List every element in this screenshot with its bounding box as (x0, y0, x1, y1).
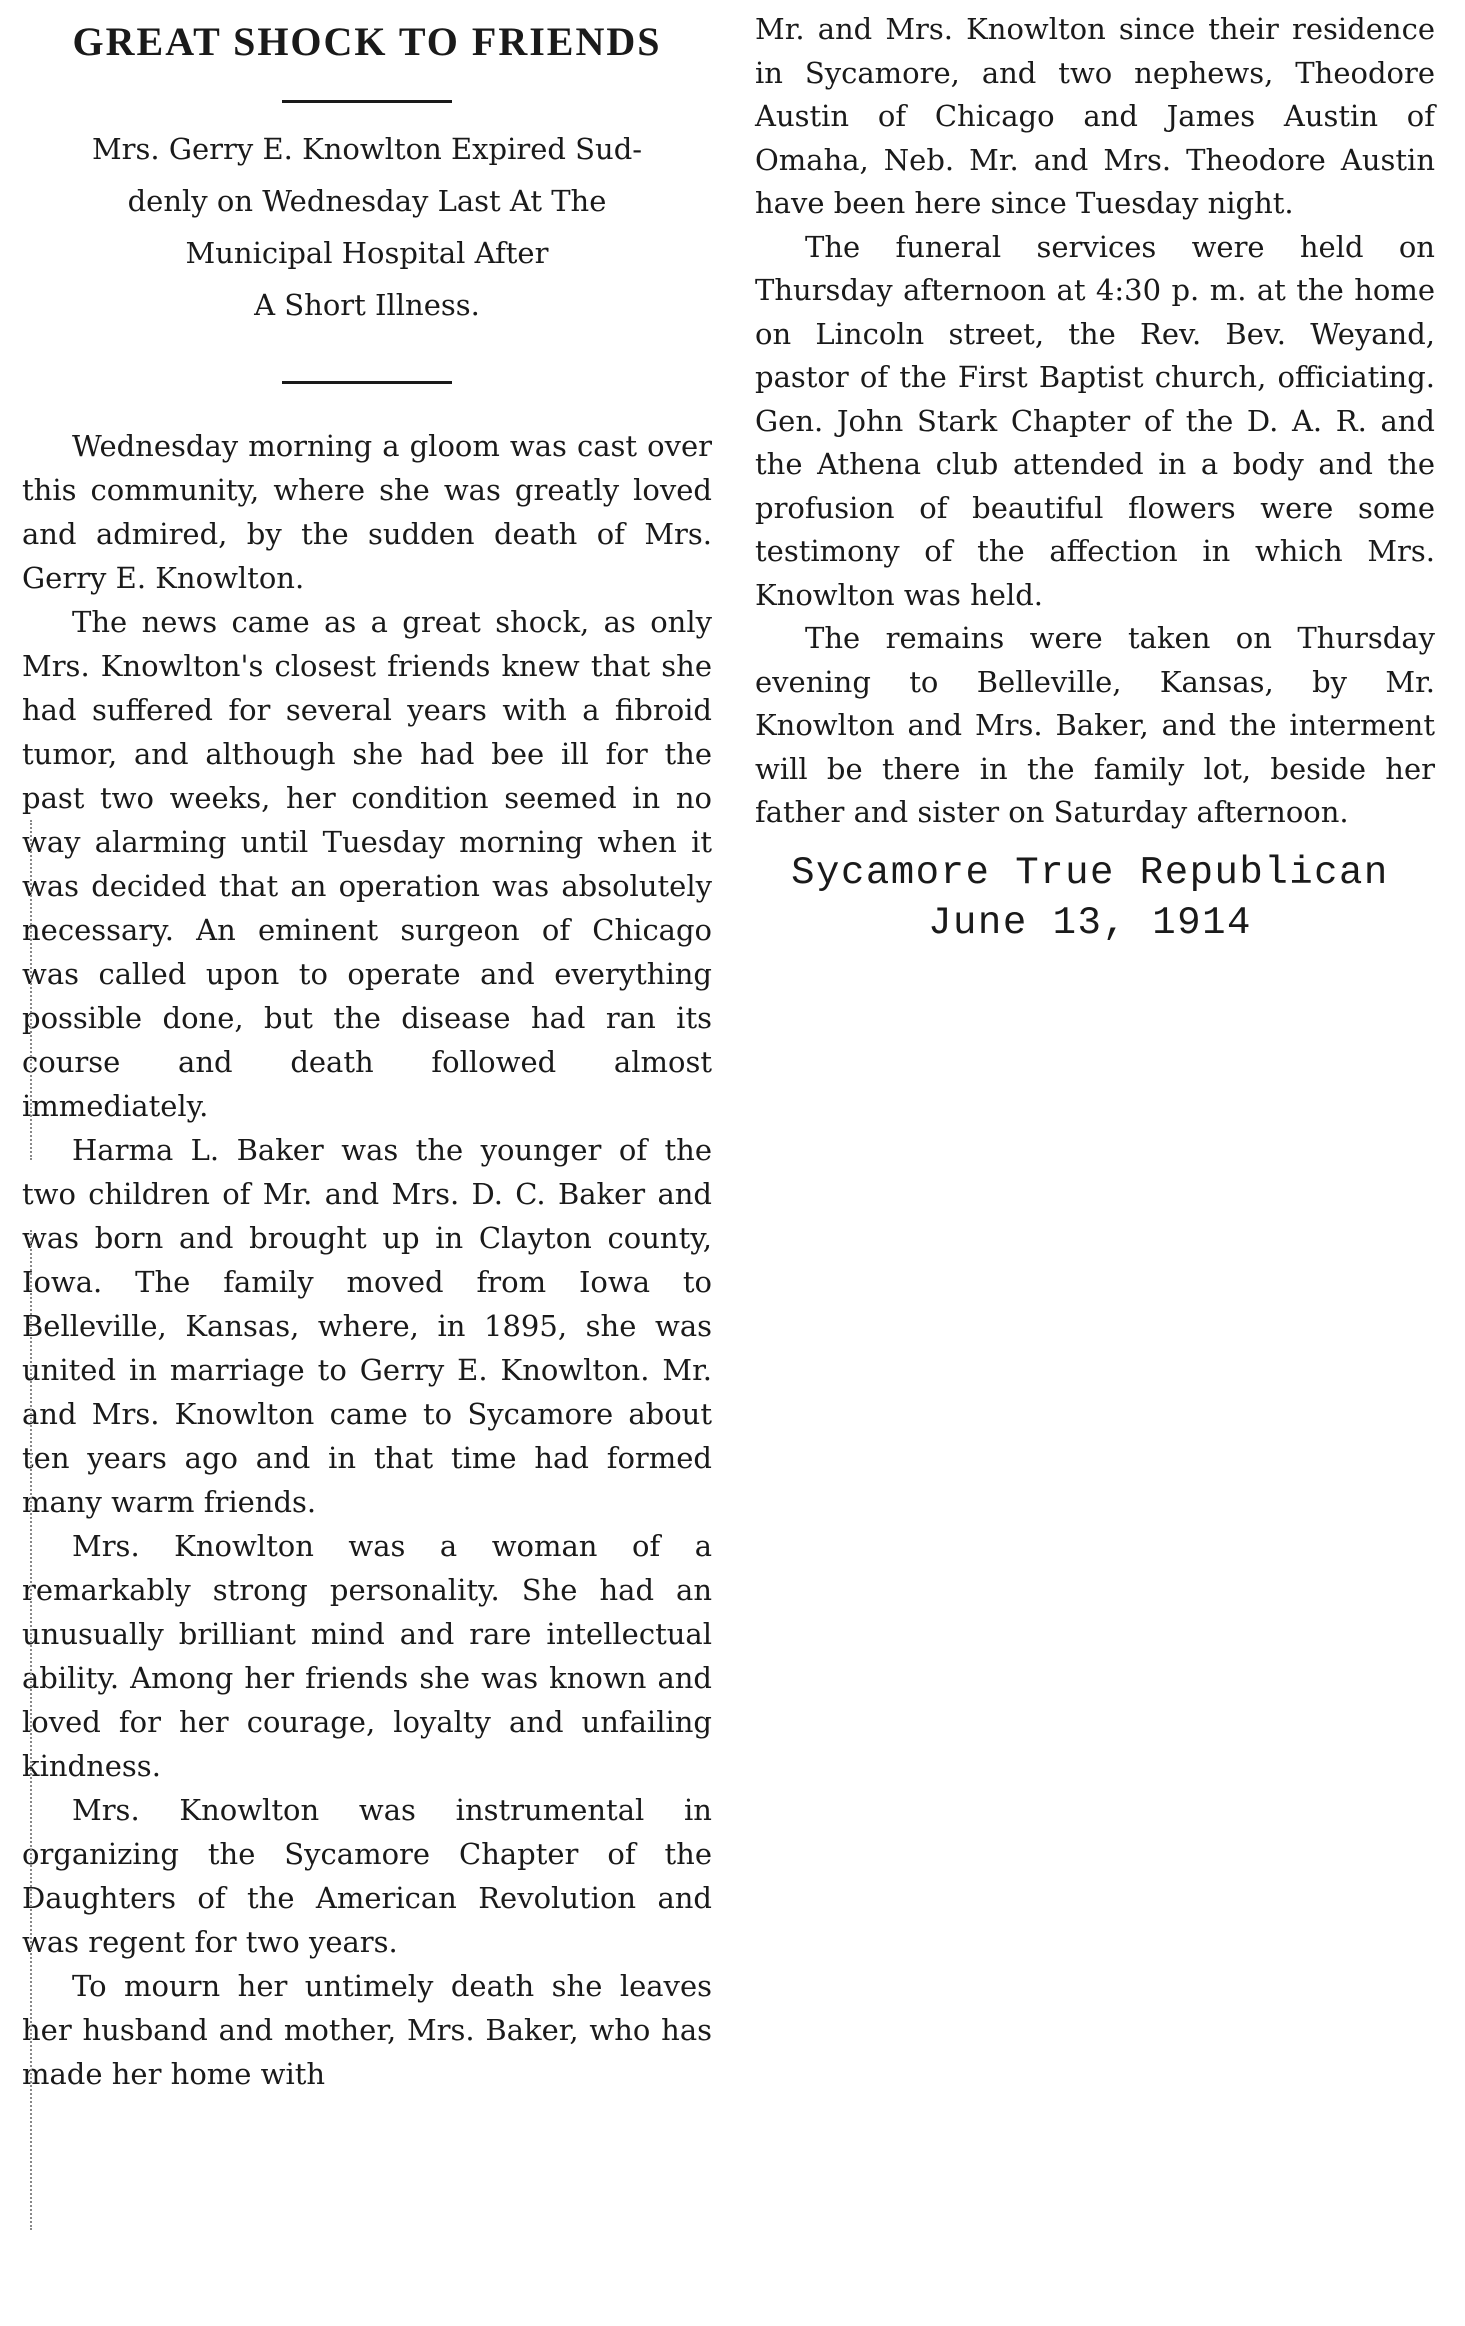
publication-date: June 13, 1914 (928, 901, 1252, 946)
paragraph: Mrs. Knowlton was instrumental in organizing the Sycamore Chapter of the Daughters of the American Revolution and was regent for two years. (22, 1793, 712, 1959)
clipping-edge-mark (30, 1230, 32, 2230)
paragraph: Mr. and Mrs. Knowlton since their residence in Sycamore, and two nephews, Theodore Austin of Chicago and James Austin of Omaha, Neb. Mr. and Mrs. Theodore Austin have been here since Tuesday night. (755, 12, 1435, 220)
article-right-column (755, 0, 1435, 946)
article-body-left (22, 424, 712, 2096)
source-citation (710, 851, 1465, 947)
article-left-column (22, 0, 712, 2096)
subhead-line: denly on Wednesday Last At The (127, 184, 607, 218)
paragraph: Wednesday morning a gloom was cast over this community, where she was greatly loved and admired, by the sudden death of Mrs. Gerry E. Knowlton. (22, 429, 712, 595)
headline: GREAT SHOCK TO FRIENDS (72, 19, 662, 64)
paragraph: Mrs. Knowlton was a woman of a remarkably strong personality. She had an unusually brilliant mind and rare intellectual ability. Among her friends she was known and loved for her courage, loyalty and unfailing kindness. (22, 1529, 712, 1783)
subheadline (22, 123, 712, 331)
subhead-line: A Short Illness. (254, 288, 480, 322)
paragraph: The news came as a great shock, as only Mrs. Knowlton's closest friends knew that she had suffered for several years with a fibroid tumor, and although she had bee ill for the past two weeks, her condition seemed in no way alarming until Tuesday morning when it was decided that an operation was absolutely necessary. An eminent surgeon of Chicago was called upon to operate and everything possible done, but the disease had ran its course and death followed almost immediately. (22, 605, 712, 1123)
paragraph: The remains were taken on Thursday evening to Belleville, Kansas, by Mr. Knowlton and Mrs. Baker, and the interment will be there in the family lot, beside her father and sister on Saturday afternoon. (755, 621, 1435, 829)
subhead-line: Mrs. Gerry E. Knowlton Expired Sud- (91, 132, 643, 166)
subhead-line: Municipal Hospital After (185, 236, 549, 270)
paragraph: The funeral services were held on Thursday afternoon at 4:30 p. m. at the home on Lincoln street, the Rev. Bev. Weyand, pastor of the First Baptist church, officiating. Gen. John Stark Chapter of the D. A. R. and the Athena club attended in a body and the profusion of beautiful flowers were some testimony of the affection in which Mrs. Knowlton was held. (755, 229, 1435, 612)
clipping-edge-mark (30, 820, 32, 1160)
publication-name: Sycamore True Republican (791, 850, 1389, 895)
subhead-rule (282, 381, 452, 384)
paragraph: Harma L. Baker was the younger of the two children of Mr. and Mrs. D. C. Baker and was born and brought up in Clayton county, Iowa. The family moved from Iowa to Belleville, Kansas, where, in 1895, she was united in marriage to Gerry E. Knowlton. Mr. and Mrs. Knowlton came to Sycamore about ten years ago and in that time had formed many warm friends. (22, 1133, 712, 1519)
headline-rule (282, 100, 452, 103)
paragraph: To mourn her untimely death she leaves her husband and mother, Mrs. Baker, who has made her home with (22, 1969, 712, 2091)
